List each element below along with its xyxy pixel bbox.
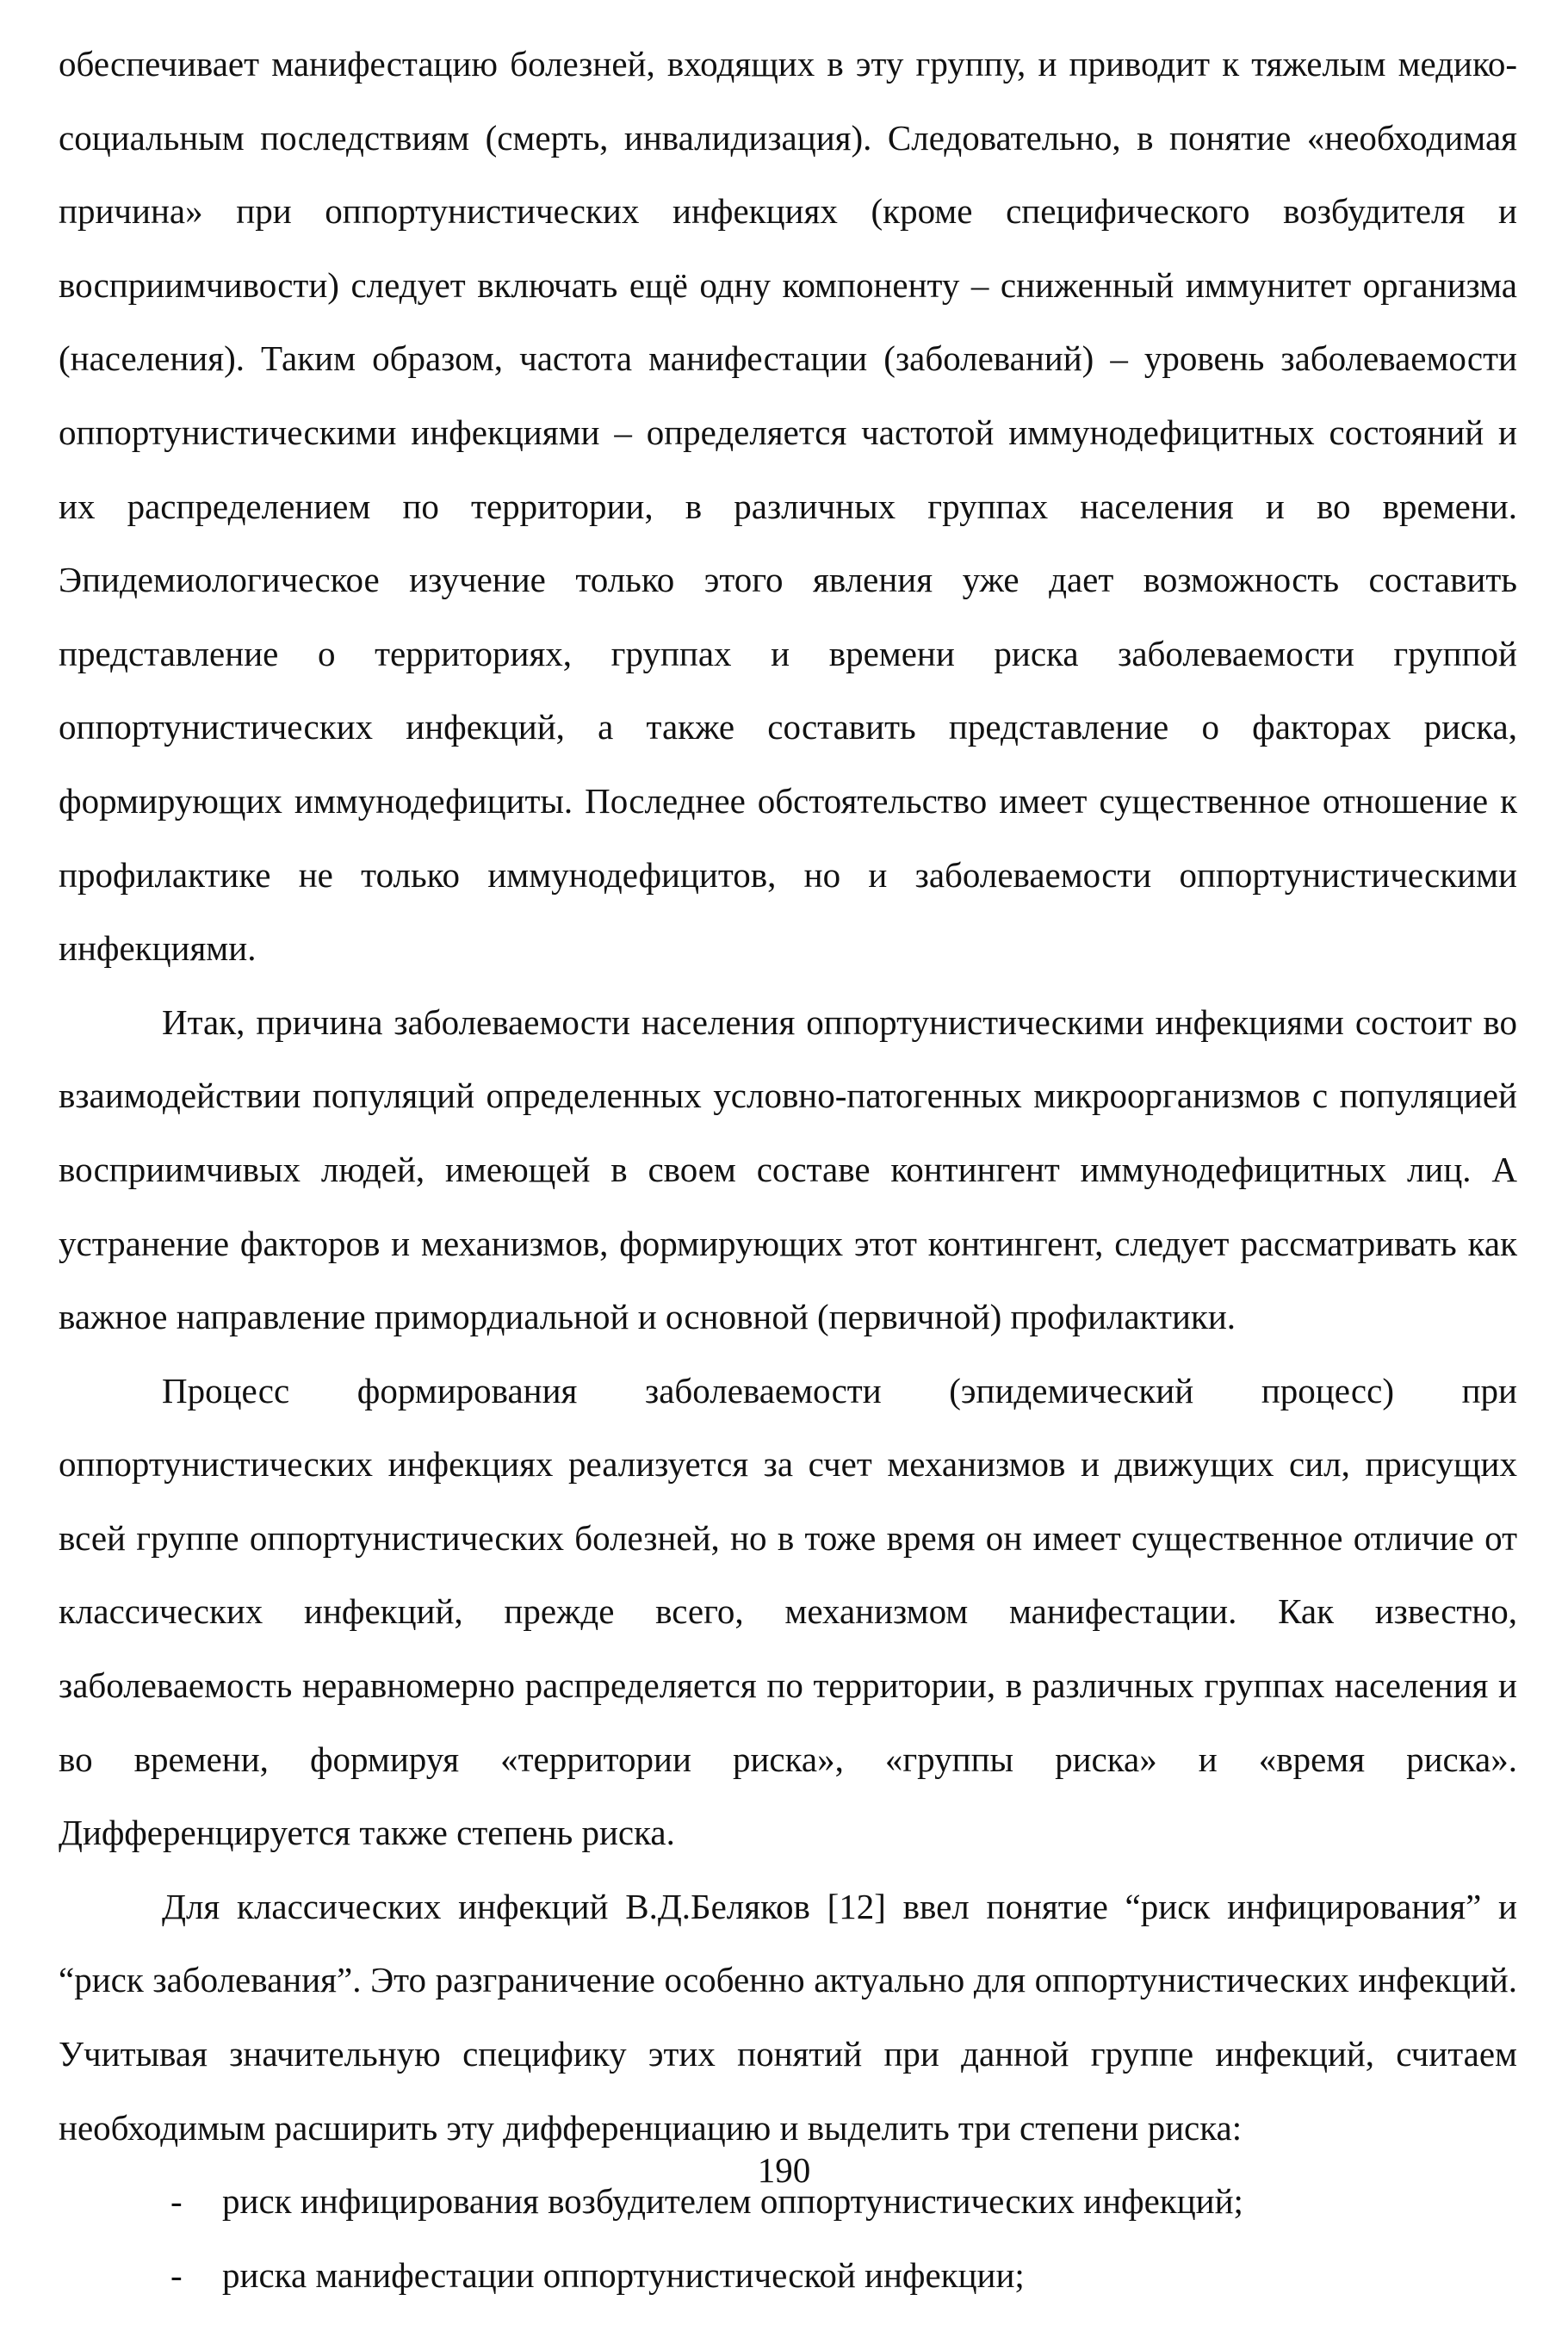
dash-marker: -: [170, 2181, 183, 2222]
paragraph-2: Итак, причина заболеваемости населения оппортунистическими инфекциями состоит во взаимодействии популяций определенных условно-патогенных микроорганизмов с популяцией восприимчивых людей, имеющей в своем составе контингент иммунодефицитных лиц. А устранение факторов и механизмов, формирующих этот контингент, следует рассматривать как важное направление примордиальной и основной (первичной) профилактики.: [59, 1001, 1517, 1337]
paragraph-4: Для классических инфекций В.Д.Беляков [12] ввел понятие “риск инфицирования” и “риск заболевания”. Это разграничение особенно актуально для оппортунистических инфекций. Учитывая значительную специфику этих понятий при данной группе инфекций, считаем необходимым расширить эту дифференциацию и выделить три степени риска:: [59, 1886, 1517, 2148]
page-number: 190: [757, 2150, 811, 2190]
list-item-text: риск инфицирования возбудителем оппортунистических инфекций;: [222, 2181, 1243, 2222]
list-item: [59, 2239, 1517, 2313]
list-item-text: риска манифестации оппортунистической инфекции;: [222, 2254, 1025, 2295]
paragraph-3: Процесс формирования заболеваемости (эпидемический процесс) при оппортунистических инфекциях реализуется за счет механизмов и движущих сил, присущих всей группе оппортунистических болезней, но в тоже время он имеет существенное отличие от классических инфекций, прежде всего, механизмом манифестации. Как известно, заболеваемость неравномерно распределяется по территории, в различных группах населения и во времени, формируя «территории риска», «группы риска» и «время риска». Дифференцируется также степень риска.: [59, 1370, 1517, 1853]
body-text: [59, 28, 1517, 2312]
dash-marker: -: [170, 2254, 183, 2295]
paragraph-1: обеспечивает манифестацию болезней, входящих в эту группу, и приводит к тяжелым медико-социальным последствиям (смерть, инвалидизация). Следовательно, в понятие «необходимая причина» при оппортунистических инфекциях (кроме специфического возбудителя и восприимчивости) следует включать ещё одну компоненту – сниженный иммунитет организма (населения). Таким образом, частота манифестации (заболеваний) – уровень заболеваемости оппортунистическими инфекциями – определяется частотой иммунодефицитных состояний и их распределением по территории, в различных группах населения и во времени. Эпидемиологическое изучение только этого явления уже дает возможность составить представление о территориях, группах и времени риска заболеваемости группой оппортунистических инфекций, а также составить представление о факторах риска, формирующих иммунодефициты. Последнее обстоятельство имеет существенное отношение к профилактике не только иммунодефицитов, но и заболеваемости оппортунистическими инфекциями.: [59, 44, 1517, 969]
